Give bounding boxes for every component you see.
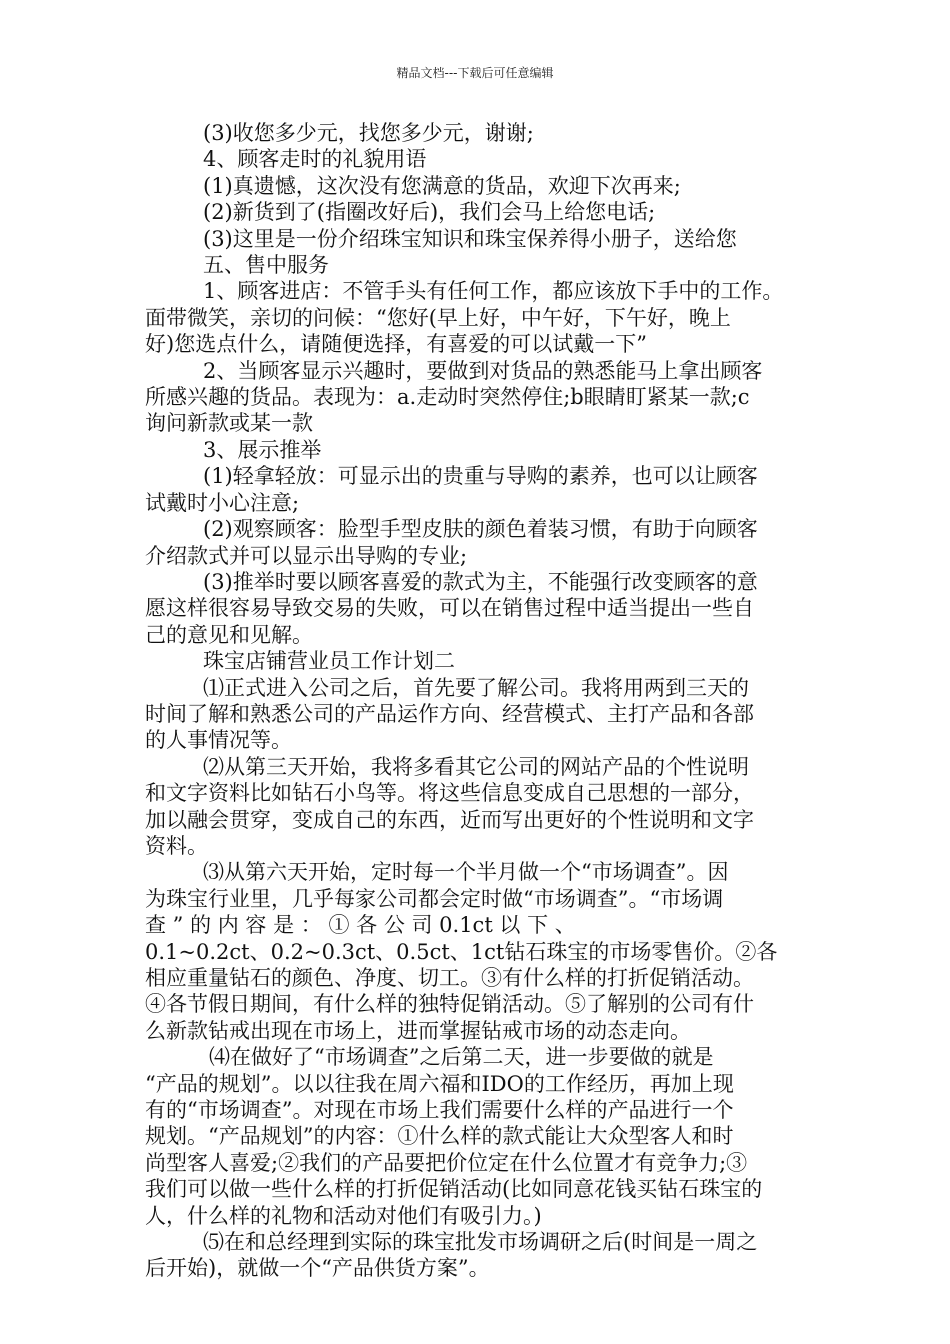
text-line: 1、顾客进店：不管手头有任何工作，都应该放下手中的工作。 bbox=[203, 279, 784, 304]
text-line: 面带微笑，亲切的问候：“您好(早上好，中午好，下午好，晚上 bbox=[145, 305, 731, 330]
text-line: 么新款钻戒出现在市场上，进而掌握钻戒市场的动态走向。 bbox=[145, 1018, 691, 1043]
text-line: 后开始)，就做一个“产品供货方案”。 bbox=[145, 1256, 490, 1281]
text-line: 加以融会贯穿，变成自己的东西，近而写出更好的个性说明和文字 bbox=[145, 807, 754, 832]
text-line: 时间了解和熟悉公司的产品运作方向、经营模式、主打产品和各部 bbox=[145, 701, 754, 726]
text-line: 所感兴趣的货品。表现为：a.走动时突然停住;b眼睛盯紧某一款;c bbox=[145, 385, 750, 410]
text-line: ⑴正式进入公司之后，首先要了解公司。我将用两到三天的 bbox=[203, 675, 749, 700]
text-line: (2)观察顾客：脸型手型皮肤的颜色着装习惯，有助于向顾客 bbox=[203, 517, 758, 542]
text-line: ④各节假日期间，有什么样的独特促销活动。⑤了解别的公司有什 bbox=[145, 992, 754, 1017]
text-line: 有的“市场调查”。对现在市场上我们需要什么样的产品进行一个 bbox=[145, 1098, 734, 1123]
text-line: ⑶从第六天开始，定时每一个半月做一个“市场调查”。因 bbox=[203, 860, 729, 885]
text-line: 询问新款或某一款 bbox=[145, 411, 313, 436]
text-line: 规划。“产品规划”的内容：①什么样的款式能让大众型客人和时 bbox=[145, 1124, 734, 1149]
text-line: 五、售中服务 bbox=[203, 253, 329, 278]
text-line: 4、顾客走时的礼貌用语 bbox=[203, 147, 427, 172]
document-body bbox=[145, 120, 805, 1282]
text-line: 相应重量钻石的颜色、净度、切工。③有什么样的打折促销活动。 bbox=[145, 966, 754, 990]
text-line: 好)您选点什么，请随便选择，有喜爱的可以试戴一下” bbox=[145, 332, 647, 357]
text-line: (3)收您多少元，找您多少元，谢谢; bbox=[203, 121, 534, 145]
text-line: 我们可以做一些什么样的打折促销活动(比如同意花钱买钻石珠宝的 bbox=[145, 1177, 763, 1202]
text-line: 和文字资料比如钻石小鸟等。将这些信息变成自己思想的一部分， bbox=[145, 781, 754, 806]
text-line: “产品的规划”。以以往我在周六福和IDO的工作经历，再加上现 bbox=[145, 1071, 734, 1096]
text-line: 人，什么样的礼物和活动对他们有吸引力。) bbox=[145, 1203, 542, 1228]
text-line: ⑷在做好了“市场调查”之后第二天，进一步要做的就是 bbox=[209, 1045, 714, 1070]
text-line: ⑵从第三天开始，我将多看其它公司的网站产品的个性说明 bbox=[203, 754, 749, 779]
text-line: 资料。 bbox=[145, 833, 208, 858]
text-line: (3)推举时要以顾客喜爱的款式为主，不能强行改变顾客的意 bbox=[203, 569, 758, 594]
text-line: (3)这里是一份介绍珠宝知识和珠宝保养得小册子，送给您 bbox=[203, 226, 737, 251]
text-line: (2)新货到了(指圈改好后)，我们会马上给您电话; bbox=[203, 200, 656, 225]
text-line: 为珠宝行业里，几乎每家公司都会定时做“市场调查”。“市场调 bbox=[145, 886, 724, 911]
text-line: 的人事情况等。 bbox=[145, 728, 292, 753]
text-line: ⑸在和总经理到实际的珠宝批发市场调研之后(时间是一周之 bbox=[203, 1230, 758, 1255]
text-line: (1)轻拿轻放：可显示出的贵重与导购的素养，也可以让顾客 bbox=[203, 464, 758, 489]
text-line: 2、当顾客显示兴趣时，要做到对货品的熟悉能马上拿出顾客 bbox=[203, 358, 763, 383]
text-line: (1)真遗憾，这次没有您满意的货品，欢迎下次再来; bbox=[203, 173, 681, 198]
text-line: 己的意见和见解。 bbox=[145, 622, 313, 647]
text-line: 试戴时小心注意; bbox=[145, 490, 300, 515]
text-line: 0.1~0.2ct、0.2~0.3ct、0.5ct、1ct钻石珠宝的市场零售价。②各 bbox=[145, 939, 778, 964]
text-line: 查 ” 的 内 容 是 ： ① 各 公 司 0.1ct 以 下 、 bbox=[145, 913, 576, 938]
text-line: 3、展示推举 bbox=[203, 437, 322, 462]
page-header: 精品文档---下载后可任意编辑 bbox=[396, 66, 554, 80]
text-line: 珠宝店铺营业员工作计划二 bbox=[203, 649, 455, 674]
text-line: 愿这样很容易导致交易的失败，可以在销售过程中适当提出一些自 bbox=[145, 596, 754, 621]
text-line: 介绍款式并可以显示出导购的专业; bbox=[145, 543, 468, 568]
text-line: 尚型客人喜爱;②我们的产品要把价位定在什么位置才有竞争力;③ bbox=[145, 1150, 748, 1175]
